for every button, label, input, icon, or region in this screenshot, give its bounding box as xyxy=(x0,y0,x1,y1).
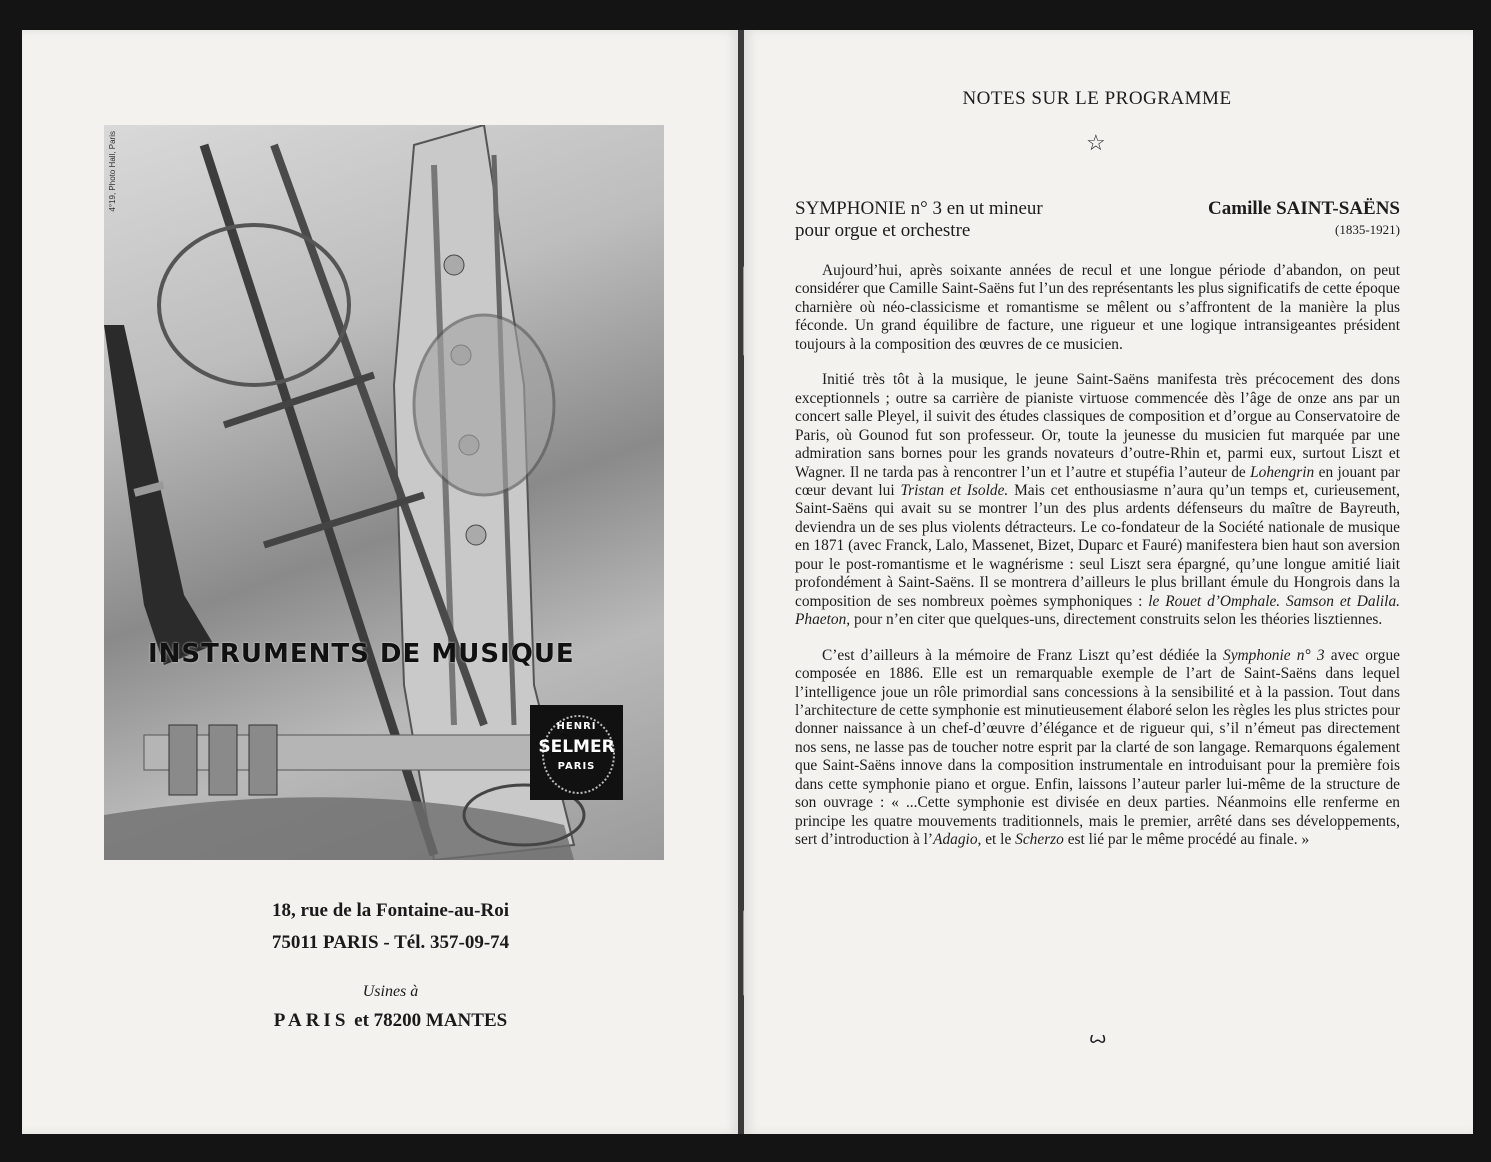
logo-henri: HENRI xyxy=(556,721,597,732)
program-notes xyxy=(795,262,1400,850)
composer xyxy=(1208,198,1400,238)
paragraph-3: C’est d’ailleurs à la mémoire de Franz Liszt qu’est dédiée la Symphonie n° 3 avec orgue composée en 1886. Elle est un remarquable exemple de l’art de Saint-Saëns dans lequel l’intelligence joue un rôle primordial sans concessions à la sensibilité et à la passion. Tout dans l’architecture de cette symphonie est minutieusement élaboré selon les règles les plus strictes pour donner naissance à un chef-d’œuvre d’élégance et de rigueur qui, s’il n’émeut pas directement nos sens, ne lasse pas de toucher notre esprit par la clarté de son langage. Remarquons également que Saint-Saëns innove dans la composition instrumentale en introduisant pour la première fois dans cette symphonie piano et orgue. Enfin, laissons l’auteur parler lui-même de la structure de son ouvrage : « ...Cette symphonie est divisée en deux parties. Néanmoins elle renferme en principe les quatre mouvements traditionnels, mais le premier, arrêté dans ses développements, sert d’introduction à l’Adagio, et le Scherzo est lié par le même procédé au finale. » xyxy=(795,646,1400,849)
factories-label: Usines à xyxy=(362,983,419,1000)
paragraph-1: Aujourd’hui, après soixante années de recul et une longue période d’abandon, on peut considérer que Camille Saint-Saëns fut l’un des représentants les plus significatifs de cette époque charnière où néo-classicisme et romantisme se mêlent ou s’affrontent de la manière la plus féconde. Un grand équilibre de facture, une rigueur et une logique intransigeantes président toujours à la composition des œuvres de ce musicien. xyxy=(795,262,1400,353)
ad-title: INSTRUMENTS DE MUSIQUE xyxy=(148,639,575,669)
factory-city-rest: et 78200 MANTES xyxy=(354,1010,508,1031)
paragraph-2: Initié très tôt à la musique, le jeune Saint-Saëns manifesta très précocement des dons exceptionnels ; outre sa carrière de pianiste virtuose commencée dès l’âge de onze ans par un concert salle Pleyel, il suivit des études classiques de composition et d’orgue au Conservatoire de Paris, où Gounod fut son professeur. Or, toute la jeunesse du musicien fut marquée par une admiration sans bornes pour les grands novateurs d’outre-Rhin et, parmi eux, surtout Liszt et Wagner. Il ne tarda pas à rencontrer l’un et l’autre et stupéfia l’auteur de Lohengrin en jouant par cœur devant lui Tristan et Isolde. Mais cet enthousiasme n’aura qu’un temps et, curieusement, Saint-Saëns qui avait su se montrer l’un des plus ardents défenseurs du maître de Bayreuth, deviendra un de ses plus violents détracteurs. Le co-fondateur de la Société nationale de musique en 1871 (avec Franck, Lalo, Massenet, Bizet, Duparc et Fauré) manifestera bien haut son aversion pour le post-romantisme et le wagnérisme : seul Liszt sera épargné, qu’une longue amitié liait profondément à Saint-Saëns. Il se montrera d’ailleurs le plus brillant émule du Hongrois dans la composition de ses nombreux poèmes symphoniques : le Rouet d’Omphale. Samson et Dalila. Phaeton, pour n’en citer que quelques-uns, directement construits selon les théories lisztiennes. xyxy=(795,371,1400,629)
logo-selmer: SELMER xyxy=(538,737,615,757)
work-title-line2: pour orgue et orchestre xyxy=(795,220,971,241)
address-street: 18, rue de la Fontaine-au-Roi xyxy=(272,900,509,921)
left-page xyxy=(22,30,739,1134)
work-title xyxy=(795,198,1043,242)
factory-city-paris: PARIS xyxy=(273,1010,350,1031)
star-icon: ☆ xyxy=(1086,130,1106,155)
work-title-line1: SYMPHONIE n° 3 en ut mineur xyxy=(795,198,1043,219)
ornament-icon: ꙍ xyxy=(1089,1028,1107,1047)
composer-name: Camille SAINT-SAËNS xyxy=(1208,198,1400,219)
page-header: NOTES SUR LE PROGRAMME xyxy=(962,88,1232,109)
photo-credit: 4°19, Photo Hall, Paris xyxy=(108,131,117,212)
address-city-phone: 75011 PARIS - Tél. 357-09-74 xyxy=(271,932,510,953)
right-page xyxy=(744,30,1473,1134)
factories-locations xyxy=(32,1010,749,1032)
logo-paris: PARIS xyxy=(557,761,596,772)
selmer-logo xyxy=(530,705,623,800)
composer-dates: (1835-1921) xyxy=(1335,222,1400,237)
advertisement-photo xyxy=(104,125,664,860)
